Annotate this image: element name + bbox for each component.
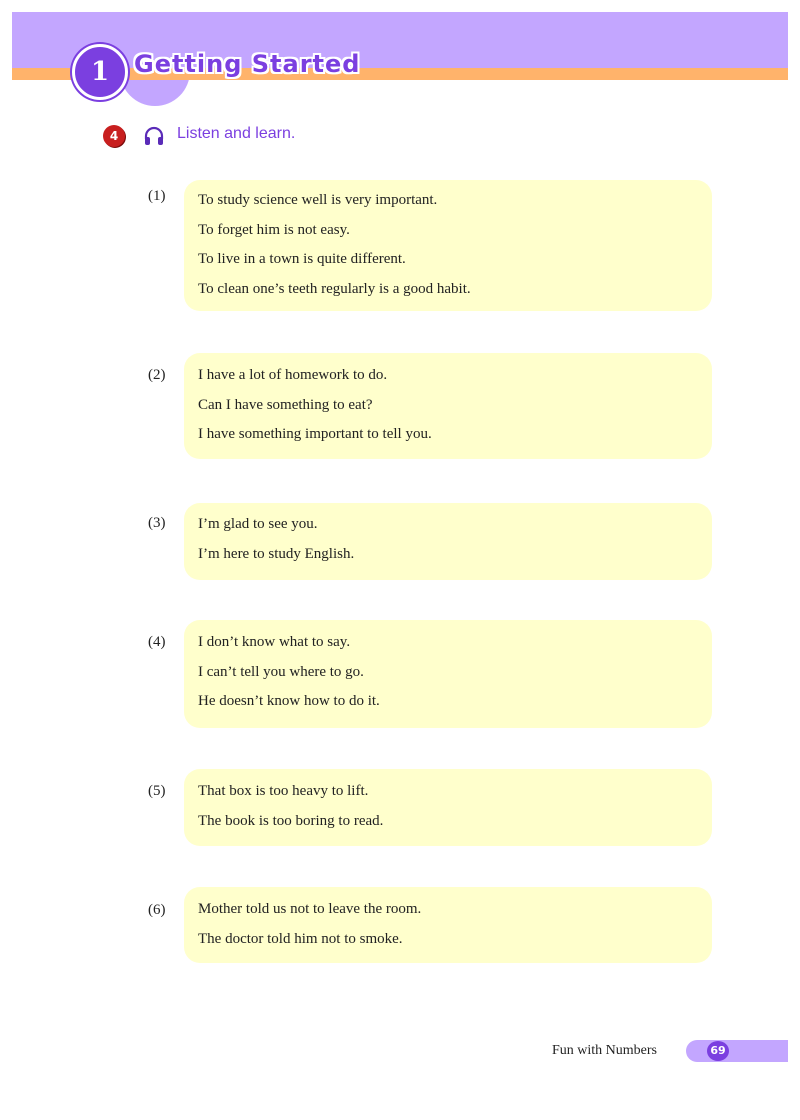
example-sentence: I don’t know what to say. bbox=[198, 634, 351, 650]
headphones-icon[interactable] bbox=[143, 125, 165, 147]
item-number: (3) bbox=[148, 515, 166, 531]
example-box bbox=[184, 353, 712, 459]
activity-number-badge: 4 bbox=[103, 125, 125, 147]
example-sentence: To forget him is not easy. bbox=[198, 221, 350, 238]
example-sentence: Can I have something to eat? bbox=[198, 396, 373, 413]
footer-tab bbox=[686, 1040, 788, 1062]
header-stripe bbox=[12, 68, 788, 80]
item-number: (1) bbox=[148, 188, 166, 204]
item-number: (5) bbox=[148, 783, 166, 799]
example-sentence: To live in a town is quite different. bbox=[198, 251, 406, 267]
example-sentence: The book is too boring to read. bbox=[198, 812, 384, 829]
item-number: (6) bbox=[148, 902, 166, 918]
example-box bbox=[184, 887, 712, 963]
example-sentence: Mother told us not to leave the room. bbox=[198, 901, 422, 917]
example-sentence: I can’t tell you where to go. bbox=[198, 663, 364, 680]
page-number: 69 bbox=[707, 1041, 729, 1061]
example-sentence: I have a lot of homework to do. bbox=[198, 367, 388, 383]
example-sentence: I’m glad to see you. bbox=[198, 516, 318, 532]
example-sentence: He doesn’t know how to do it. bbox=[198, 693, 380, 709]
unit-title: Getting Started bbox=[134, 50, 361, 78]
activity-instruction: Listen and learn. bbox=[177, 125, 296, 142]
example-box bbox=[184, 769, 712, 846]
example-box bbox=[184, 620, 712, 728]
example-sentence: To study science well is very important. bbox=[198, 192, 438, 208]
example-box bbox=[184, 503, 712, 580]
footer-book-title: Fun with Numbers bbox=[552, 1043, 657, 1058]
example-sentence: That box is too heavy to lift. bbox=[198, 783, 369, 799]
example-sentence: To clean one’s teeth regularly is a good habit. bbox=[198, 280, 471, 297]
example-sentence: The doctor told him not to smoke. bbox=[198, 930, 403, 947]
item-number: (4) bbox=[148, 634, 166, 650]
item-number: (2) bbox=[148, 367, 166, 383]
unit-number-badge: 1 bbox=[72, 44, 128, 100]
example-sentence: I have something important to tell you. bbox=[198, 426, 432, 442]
example-sentence: I’m here to study English. bbox=[198, 545, 355, 562]
example-box bbox=[184, 180, 712, 311]
